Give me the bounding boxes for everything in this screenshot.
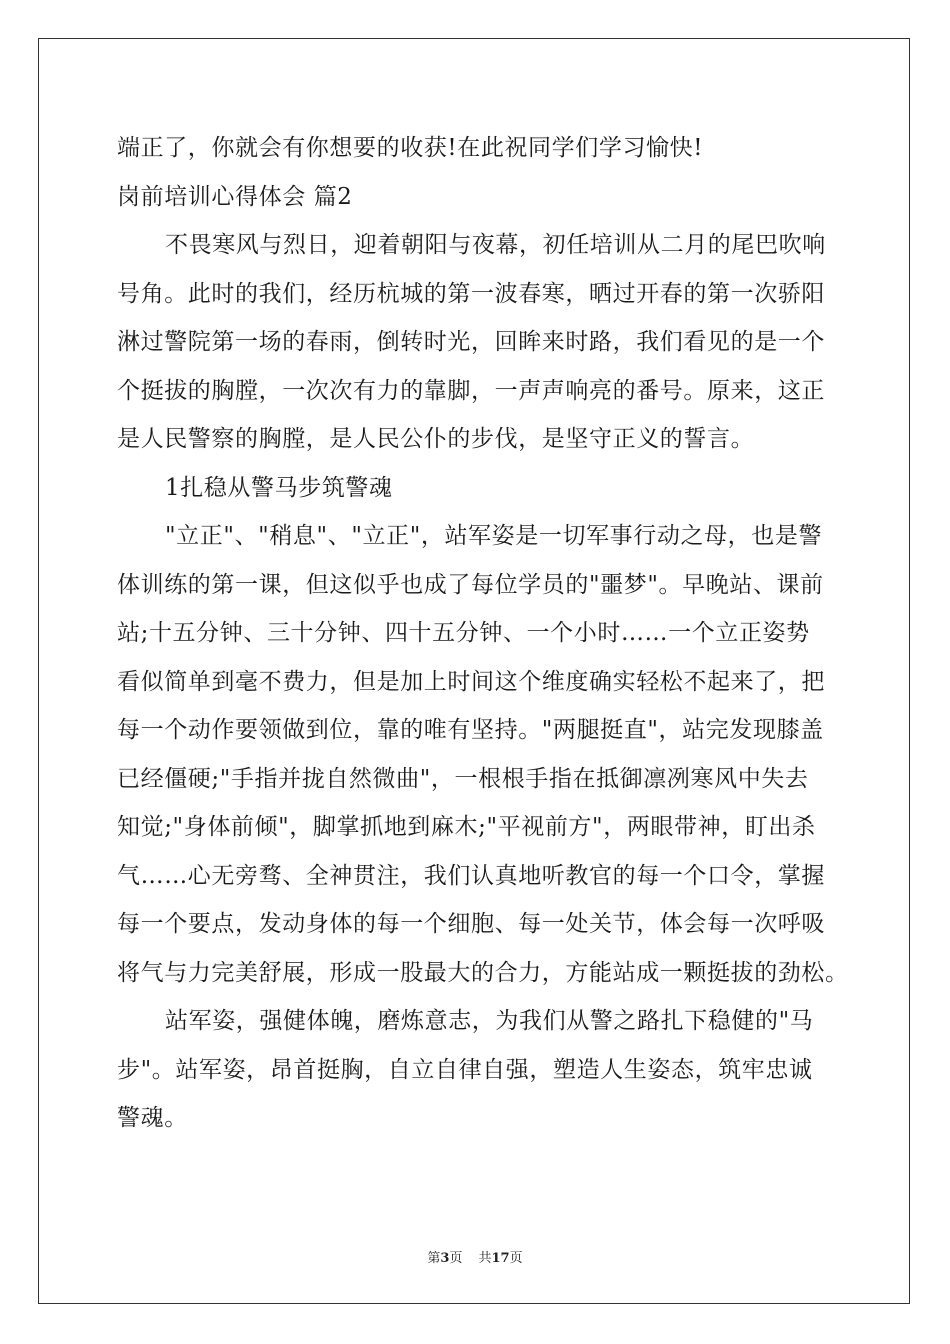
- text-line-12: 看似简单到毫不费力，但是加上时间这个维度确实轻松不起来了，把: [117, 668, 825, 695]
- subsection-heading: 1扎稳从警马步筑警魂: [165, 474, 393, 501]
- page-suffix: 页: [449, 1251, 463, 1266]
- text-line-11: 站;十五分钟、三十分钟、四十五分钟、一个小时……一个立正姿势: [117, 620, 810, 646]
- page-total: 17: [491, 1251, 510, 1266]
- text-line-7: 是人民警察的胸膛，是人民公仆的步伐，是坚守正义的誓言。: [117, 426, 755, 452]
- text-line-4: 号角。此时的我们，经历杭城的第一波春寒，晒过开春的第一次骄阳: [117, 280, 825, 307]
- text-line-20: 步"。站军姿，昂首挺胸，自立自律自强，塑造人生姿态，筑牢忠诚: [117, 1056, 813, 1083]
- text-line-6: 个挺拔的胸膛，一次次有力的靠脚，一声声响亮的番号。原来，这正: [117, 377, 825, 404]
- text-line-10: 体训练的第一课，但这似乎也成了每位学员的"噩梦"。早晚站、课前: [117, 571, 824, 598]
- text-line-5: 淋过警院第一场的春雨，倒转时光，回眸来时路，我们看见的是一个: [117, 329, 825, 355]
- page-footer: [0, 1247, 950, 1266]
- text-line-18: 将气与力完美舒展，形成一股最大的合力，方能站成一颗挺拔的劲松。: [117, 959, 849, 986]
- document-body: [117, 124, 849, 1143]
- text-line-9: "立正"、"稍息"、"立正"，站军姿是一切军事行动之母，也是警: [165, 523, 823, 549]
- total-suffix: 页: [509, 1251, 523, 1266]
- text-line-13: 每一个动作要领做到位，靠的唯有坚持。"两腿挺直"，站完发现膝盖: [117, 717, 824, 743]
- text-line-19: 站军姿，强健体魄，磨炼意志，为我们从警之路扎下稳健的"马: [165, 1008, 814, 1034]
- text-line-16: 气……心无旁骛、全神贯注，我们认真地听教官的每一个口令，掌握: [117, 862, 825, 889]
- total-prefix: 共: [478, 1251, 492, 1266]
- text-line-21: 警魂。: [117, 1105, 188, 1131]
- page-prefix: 第: [427, 1251, 441, 1266]
- text-line-15: 知觉;"身体前倾"，脚掌抓地到麻木;"平视前方"，两眼带神，盯出杀: [117, 814, 816, 840]
- section-heading: 岗前培训心得体会 篇2: [117, 183, 353, 210]
- text-line-3: 不畏寒风与烈日，迎着朝阳与夜幕，初任培训从二月的尾巴吹响: [165, 232, 826, 258]
- text-line-17: 每一个要点，发动身体的每一个细胞、每一处关节，体会每一次呼吸: [117, 911, 825, 937]
- page-current: 3: [440, 1251, 450, 1266]
- text-line-1: 端正了，你就会有你想要的收获!在此祝同学们学习愉快!: [117, 135, 704, 161]
- text-line-14: 已经僵硬;"手指并拢自然微曲"，一根根手指在抵御凛冽寒风中失去: [117, 765, 809, 792]
